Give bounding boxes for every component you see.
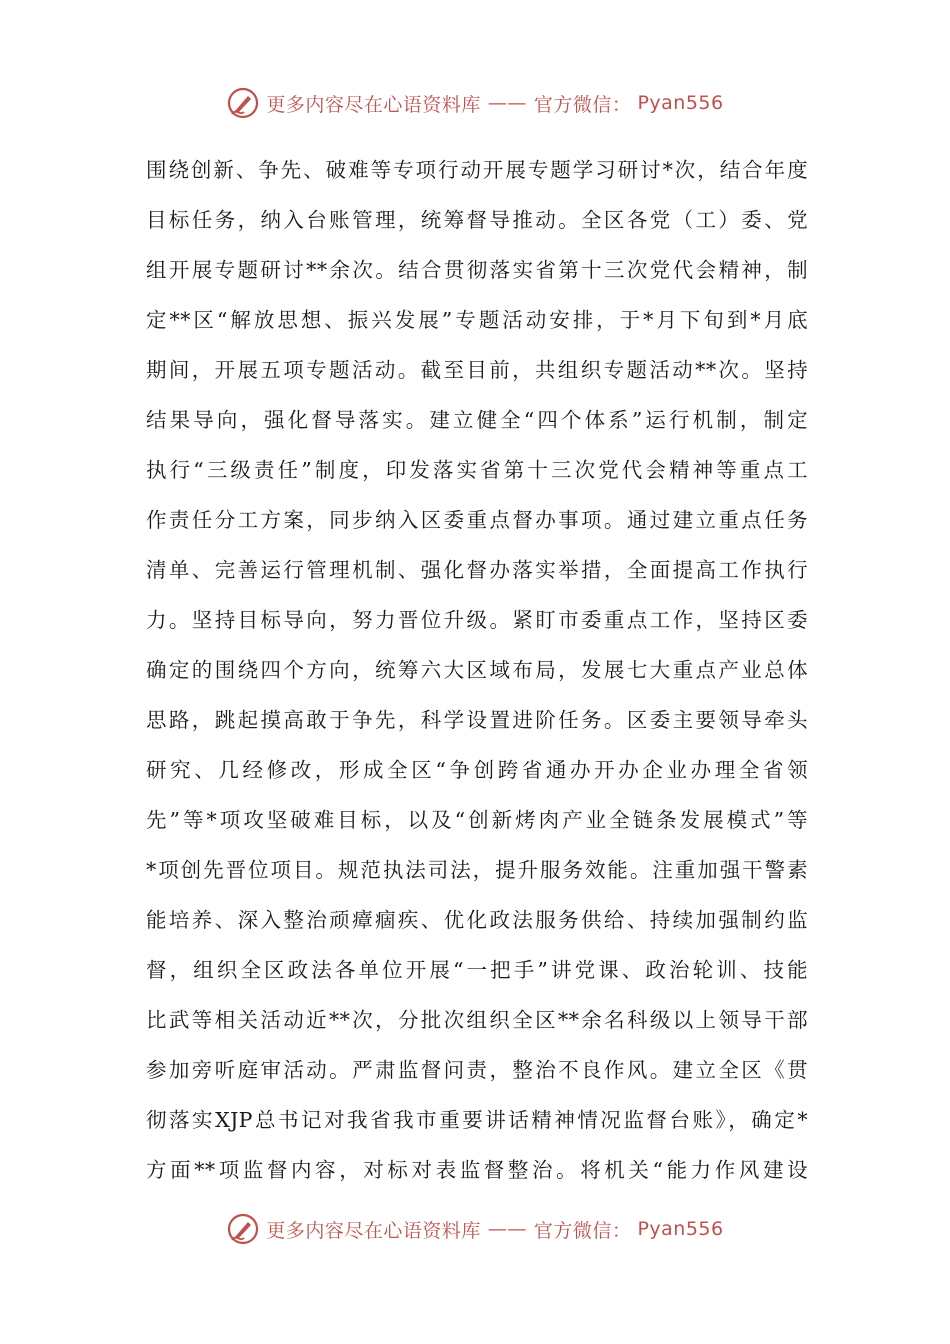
text-line: 目标任务，纳入台账管理，统筹督导推动。全区各党（工）委、党 bbox=[146, 208, 808, 232]
text-line: 先”等*项攻坚破难目标，以及“创新烤肉产业全链条发展模式”等 bbox=[146, 808, 808, 832]
text-line: 组开展专题研讨**余次。结合贯彻落实省第十三次党代会精神，制 bbox=[146, 258, 808, 282]
text-line: 期间，开展五项专题活动。截至目前，共组织专题活动**次。坚持 bbox=[146, 358, 808, 382]
watermark-wechat-id: Pyan556 bbox=[637, 92, 724, 114]
text-line: 作责任分工方案，同步纳入区委重点督办事项。通过建立重点任务 bbox=[146, 508, 808, 532]
text-line: 研究、几经修改，形成全区“争创跨省通办开办企业办理全省领 bbox=[146, 758, 808, 782]
watermark-text: 更多内容尽在心语资料库 bbox=[266, 1219, 481, 1242]
text-line: 定**区“解放思想、振兴发展”专题活动安排，于*月下旬到*月底 bbox=[146, 308, 808, 332]
document-body bbox=[146, 150, 808, 1200]
text-line: 方面**项监督内容，对标对表监督整治。将机关“能力作风建设 bbox=[146, 1158, 808, 1182]
text-line: 能培养、深入整治顽瘴痼疾、优化政法服务供给、持续加强制约监 bbox=[146, 908, 808, 932]
text-line: 参加旁听庭审活动。严肃监督问责，整治不良作风。建立全区《贯 bbox=[146, 1058, 808, 1082]
text-line: 执行“三级责任”制度，印发落实省第十三次党代会精神等重点工 bbox=[146, 458, 808, 482]
footer-watermark bbox=[0, 1212, 950, 1246]
watermark-wechat-label: 官方微信： bbox=[533, 93, 632, 116]
header-watermark bbox=[0, 86, 950, 120]
text-line: 督，组织全区政法各单位开展“一把手”讲党课、政治轮训、技能 bbox=[146, 958, 808, 982]
pen-logo-icon bbox=[226, 1212, 260, 1246]
text-line: 力。坚持目标导向，努力晋位升级。紧盯市委重点工作，坚持区委 bbox=[146, 608, 808, 632]
text-line: 确定的围绕四个方向，统筹六大区域布局，发展七大重点产业总体 bbox=[146, 658, 808, 682]
text-line: 围绕创新、争先、破难等专项行动开展专题学习研讨*次，结合年度 bbox=[146, 158, 808, 182]
text-line: 比武等相关活动近**次，分批次组织全区**余名科级以上领导干部 bbox=[146, 1008, 808, 1032]
watermark-text: 更多内容尽在心语资料库 bbox=[266, 93, 481, 116]
text-line: 结果导向，强化督导落实。建立健全“四个体系”运行机制，制定 bbox=[146, 408, 808, 432]
watermark-wechat-id: Pyan556 bbox=[637, 1218, 724, 1240]
pen-logo-icon bbox=[226, 86, 260, 120]
text-line: 清单、完善运行管理机制、强化督办落实举措，全面提高工作执行 bbox=[146, 558, 808, 582]
text-line: *项创先晋位项目。规范执法司法，提升服务效能。注重加强干警素 bbox=[146, 858, 808, 882]
watermark-separator: —— bbox=[487, 1218, 527, 1240]
text-line: 思路，跳起摸高敢于争先，科学设置进阶任务。区委主要领导牵头 bbox=[146, 708, 808, 732]
watermark-separator: —— bbox=[487, 92, 527, 114]
text-line: 彻落实XJP总书记对我省我市重要讲话精神情况监督台账》，确定* bbox=[146, 1108, 808, 1132]
watermark-wechat-label: 官方微信： bbox=[533, 1219, 632, 1242]
